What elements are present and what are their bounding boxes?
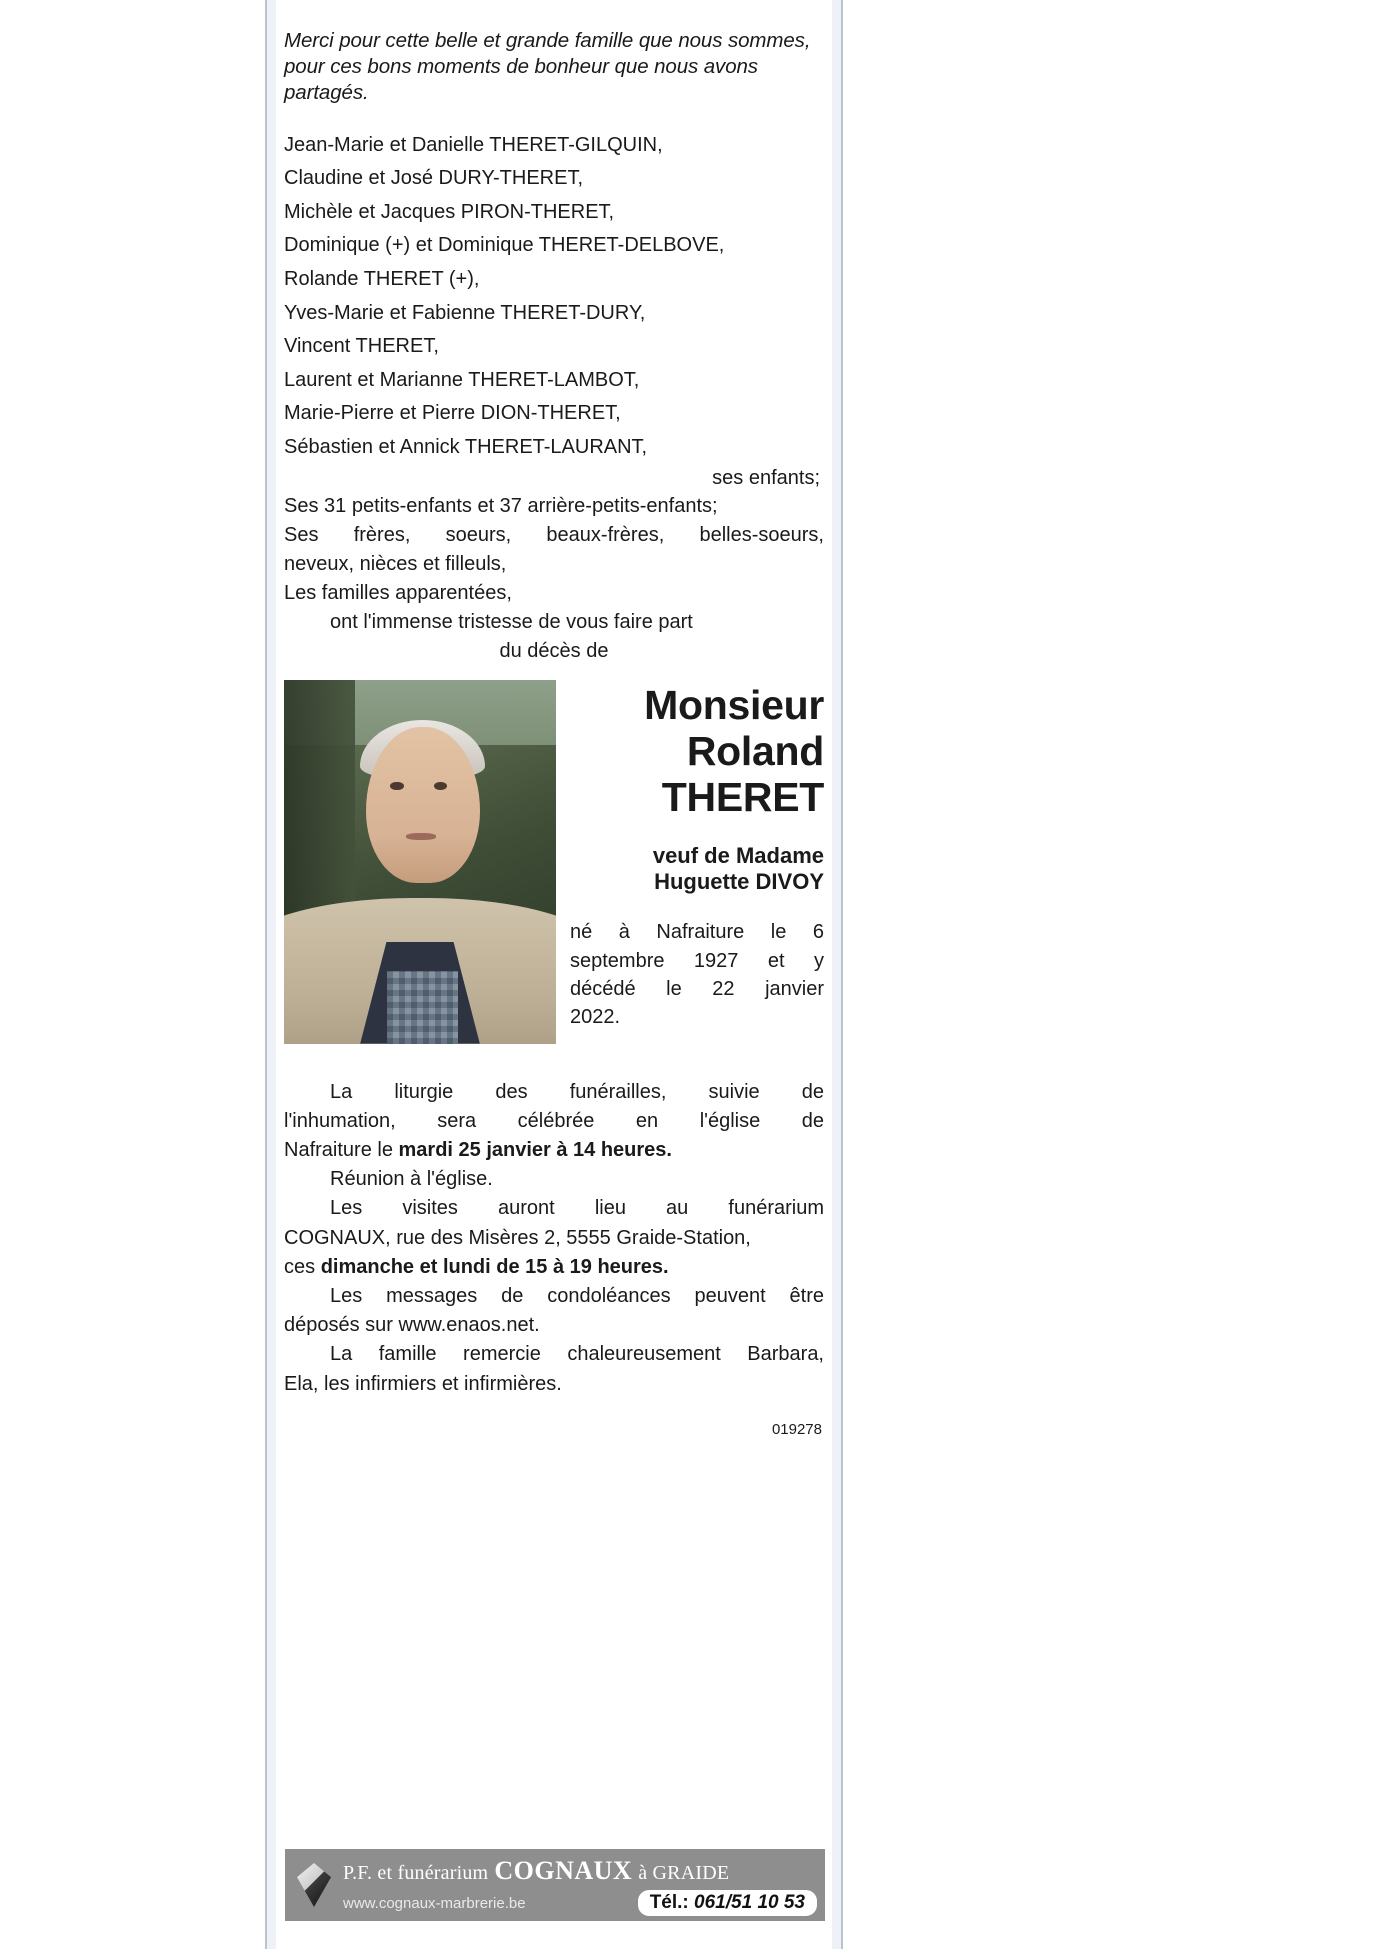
siblings-line-2: neveux, nièces et filleuls,	[284, 552, 507, 575]
liturgy-datetime: mardi 25 janvier à 14 heures.	[398, 1139, 672, 1162]
list-item: Laurent et Marianne THERET-LAMBOT,	[284, 368, 640, 391]
ceremony-details	[284, 1078, 824, 1399]
announcement-line-2: du décès de	[499, 639, 609, 662]
announcement-line-1: ont l'immense tristesse de vous faire part	[330, 610, 693, 633]
banner-website[interactable]: www.cognaux-marbrerie.be	[343, 1894, 526, 1912]
liturgy-place-prefix: Nafraiture le	[284, 1139, 399, 1162]
list-item: Sébastien et Annick THERET-LAURANT,	[284, 436, 648, 459]
banner-text	[343, 1849, 825, 1921]
funeral-home-banner	[285, 1849, 825, 1921]
condolences-line-1: Les messages de condoléances peuvent être	[330, 1284, 824, 1307]
notice-content	[276, 0, 832, 1438]
gathering-line: Réunion à l'église.	[330, 1168, 493, 1191]
visits-line-1: Les visites auront lieu au funérarium	[330, 1197, 824, 1220]
deceased-last-name: THERET	[661, 774, 824, 821]
grandchildren-line: Ses 31 petits-enfants et 37 arrière-petits-enfants;	[284, 494, 718, 517]
list-item: Vincent THERET,	[284, 335, 439, 358]
name-block	[556, 680, 824, 1032]
siblings-line-1: Ses frères, soeurs, beaux-frères, belles-soeurs,	[284, 523, 824, 546]
deceased-first-name: Roland	[686, 727, 824, 774]
list-item: Michèle et Jacques PIRON-THERET,	[284, 200, 615, 223]
family-list	[284, 129, 824, 465]
list-item: Dominique (+) et Dominique THERET-DELBOVE,	[284, 234, 725, 257]
visits-line-2: COGNAUX, rue des Misères 2, 5555 Graide-Station,	[284, 1226, 751, 1249]
condolences-line-2: déposés sur www.enaos.net.	[284, 1314, 540, 1337]
list-item: Yves-Marie et Fabienne THERET-DURY,	[284, 301, 646, 324]
spouse-line-1: veuf de Madame	[652, 842, 824, 868]
banner-prefix: P.F. et funérarium	[343, 1862, 489, 1884]
related-families-line: Les familles apparentées,	[284, 581, 512, 604]
visits-line-3	[284, 1253, 824, 1282]
list-item: Marie-Pierre et Pierre DION-THERET,	[284, 402, 621, 425]
intro-text: Merci pour cette belle et grande famille que nous sommes, pour ces bons moments de bonheur que nous avons partagés.	[284, 29, 811, 105]
visits-prefix: ces	[284, 1255, 321, 1278]
list-item: Claudine et José DURY-THERET,	[284, 167, 584, 190]
relatives-block	[284, 492, 824, 608]
birth-line-1: né à Nafraiture le 6	[570, 921, 824, 944]
spouse-line-2: Huguette DIVOY	[654, 869, 824, 895]
reference-number: 019278	[771, 1420, 822, 1438]
banner-place: à GRAIDE	[638, 1862, 730, 1884]
phone-label: Tél.:	[649, 1892, 689, 1913]
banner-phone[interactable]	[638, 1890, 817, 1916]
banner-title-row	[343, 1856, 817, 1886]
thanks-line-2: Ela, les infirmiers et infirmières.	[284, 1372, 562, 1395]
banner-contact-row	[343, 1890, 817, 1916]
visits-datetime: dimanche et lundi de 15 à 19 heures.	[320, 1255, 669, 1278]
deceased-block	[284, 680, 824, 1044]
liturgy-line-2: l'inhumation, sera célébrée en l'église de	[284, 1109, 824, 1132]
cognaux-logo-icon	[285, 1849, 343, 1921]
birth-death-block	[570, 918, 824, 1032]
children-label: ses enfants;	[712, 466, 820, 489]
liturgy-line-3	[284, 1136, 824, 1165]
deceased-title: Monsieur	[644, 681, 824, 728]
phone-number: 061/51 10 53	[694, 1892, 805, 1913]
thanks-line-1: La famille remercie chaleureusement Barbara,	[330, 1343, 824, 1366]
list-item: Rolande THERET (+),	[284, 268, 480, 291]
birth-line-3: décédé le 22 janvier	[570, 978, 824, 1001]
portrait-photo	[284, 680, 556, 1044]
birth-line-2: septembre 1927 et y	[570, 949, 824, 972]
list-item: Jean-Marie et Danielle THERET-GILQUIN,	[284, 133, 663, 156]
banner-brand: COGNAUX	[494, 1856, 633, 1885]
birth-line-4: 2022.	[570, 1006, 621, 1029]
liturgy-line-1: La liturgie des funérailles, suivie de	[330, 1080, 824, 1103]
